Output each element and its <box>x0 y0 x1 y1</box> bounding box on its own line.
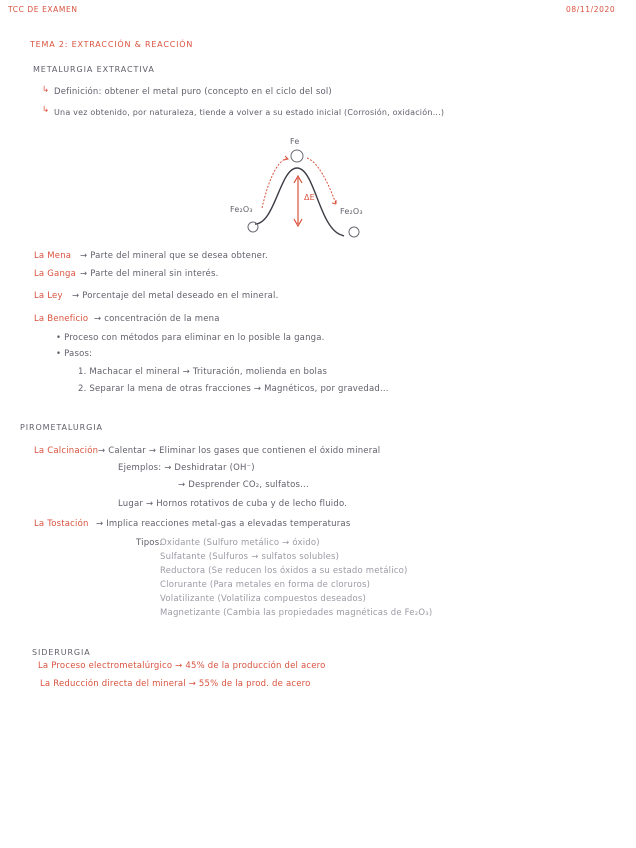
term-beneficio: La Beneficio <box>34 314 89 324</box>
header-left: TCC DE EXAMEN <box>8 5 78 14</box>
term-ganga: La Ganga <box>34 269 77 279</box>
tostacion-type: Magnetizante (Cambia las propiedades magnéticas de Fe₂O₃) <box>160 608 433 618</box>
section-heading-pirometalurgia: PIROMETALURGIA <box>20 423 103 432</box>
term-calcinacion: La Calcinación <box>34 446 99 456</box>
def-tostacion: → Implica reacciones metal-gas a elevadas temperaturas <box>96 519 351 529</box>
tostacion-types-label: Tipos: <box>136 538 163 548</box>
section-heading-siderurgia: SIDERURGIA <box>32 648 91 657</box>
arrow-icon: ↳ <box>42 105 50 115</box>
diagram-label-left: Fe₂O₃ <box>230 205 253 214</box>
def-calcinacion: → Calentar → Eliminar los gases que contienen el óxido mineral <box>98 446 381 456</box>
siderurgia-line-1: La Proceso electrometalúrgico → 45% de la producción del acero <box>38 661 326 671</box>
beneficio-step-1: 1. Machacar el mineral → Trituración, molienda en bolas <box>78 367 328 377</box>
def-ley: → Porcentaje del metal deseado en el mineral. <box>72 291 279 301</box>
definition-line: Definición: obtener el metal puro (concepto en el ciclo del sol) <box>54 87 332 97</box>
diagram-label-right: Fe₂O₃ <box>340 207 363 216</box>
tostacion-type: Volatilizante (Volatiliza compuestos deseados) <box>160 594 366 604</box>
calcinacion-hornos: Lugar → Hornos rotativos de cuba y de lecho fluido. <box>118 499 348 509</box>
calcinacion-example: Ejemplos: → Deshidratar (OH⁻) <box>118 463 255 473</box>
arrow-icon: ↳ <box>42 85 50 95</box>
term-ley: La Ley <box>34 291 63 301</box>
calcinacion-example-2: → Desprender CO₂, sulfatos... <box>178 480 309 490</box>
tostacion-type: Reductora (Se reducen los óxidos a su estado metálico) <box>160 566 408 576</box>
diagram-label-top: Fe <box>290 137 300 146</box>
topic-title: TEMA 2: EXTRACCIÓN & REACCIÓN <box>30 40 194 49</box>
section-heading-metalurgia: METALURGIA EXTRACTIVA <box>33 65 155 74</box>
def-mena: → Parte del mineral que se desea obtener. <box>80 251 268 261</box>
def-beneficio: → concentración de la mena <box>94 314 220 324</box>
beneficio-step-2: 2. Separar la mena de otras fracciones → Magnéticos, por gravedad... <box>78 384 389 394</box>
beneficio-bullet-1: • Proceso con métodos para eliminar en lo posible la ganga. <box>56 333 325 343</box>
beneficio-bullet-2: • Pasos: <box>56 349 93 359</box>
tostacion-type: Sulfatante (Sulfuros → sulfatos solubles) <box>160 552 340 562</box>
tostacion-type: Clorurante (Para metales en forma de cloruros) <box>160 580 371 590</box>
term-mena: La Mena <box>34 251 72 261</box>
right-state-circle <box>349 227 359 237</box>
siderurgia-line-2: La Reducción directa del mineral → 55% de la prod. de acero <box>40 679 311 689</box>
tostacion-type: Oxidante (Sulfuro metálico → óxido) <box>160 538 320 548</box>
left-state-circle <box>248 222 258 232</box>
header-date: 08/11/2020 <box>566 5 616 14</box>
def-ganga: → Parte del mineral sin interés. <box>80 269 219 279</box>
top-state-circle <box>291 150 303 162</box>
term-tostacion: La Tostación <box>34 519 89 529</box>
corrosion-line: Una vez obtenido, por naturaleza, tiende a volver a su estado inicial (Corrosión, oxidación...) <box>54 108 445 117</box>
diagram-label-energy: ΔE <box>304 193 315 202</box>
